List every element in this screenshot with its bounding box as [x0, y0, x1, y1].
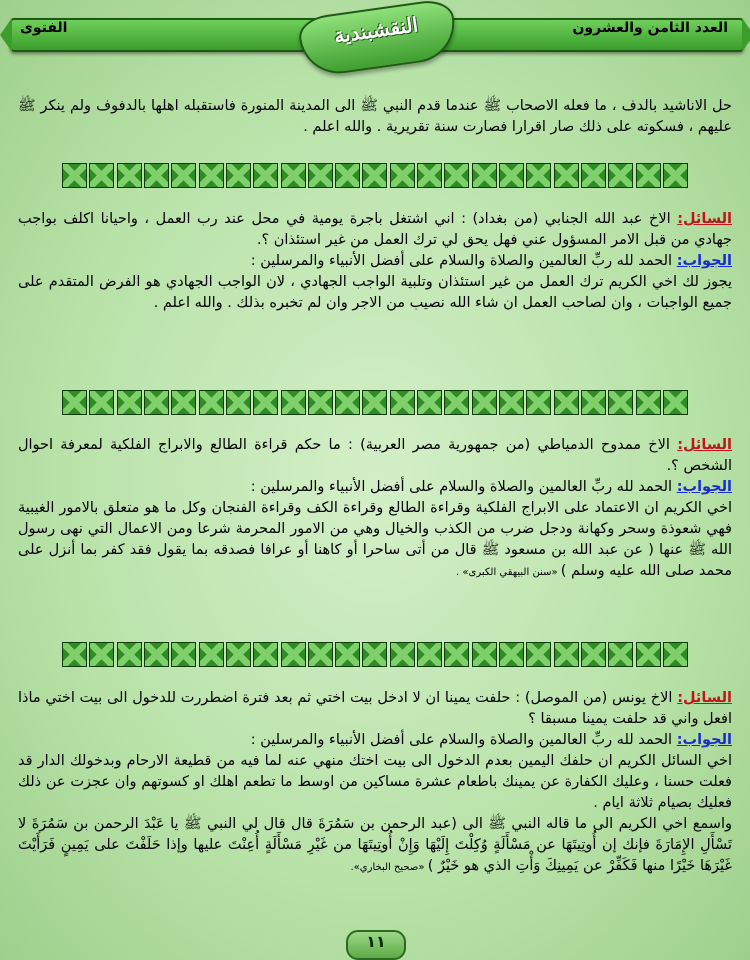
ornament-tile: [335, 163, 360, 188]
ornament-tile: [663, 642, 688, 667]
ornament-tile: [608, 390, 633, 415]
ornament-tile: [89, 642, 114, 667]
fatwa-3-hadith: [18, 814, 732, 878]
fatwa-1-answer: يجوز لك اخي الكريم ترك العمل من غير استئذان وتلبية الواجب الجهادي ، لان الواجب الجهادي هو الفرض المتقدم على جميع الواجبات ، وان لصاحب العمل ان شاء الله نصيب من الاجر وان لم تخبره بذلك . والله اعلم .: [18, 274, 732, 311]
ornament-tile: [499, 163, 524, 188]
ornament-tile: [444, 163, 469, 188]
ornament-tile: [226, 390, 251, 415]
ornament-tile: [554, 390, 579, 415]
ornament-tile: [472, 390, 497, 415]
banner-title: النقشبندية: [332, 12, 420, 48]
answer-label: الجواب:: [676, 253, 732, 269]
ornament-tile: [499, 390, 524, 415]
ornament-tile: [117, 163, 142, 188]
ornament-tile: [526, 163, 551, 188]
ornament-tile: [226, 163, 251, 188]
fatwa-2-answer: [18, 498, 732, 583]
ornament-tile: [362, 163, 387, 188]
ornament-tile: [554, 642, 579, 667]
ornament-tile: [89, 163, 114, 188]
ornament-tile: [144, 163, 169, 188]
ornament-tile: [253, 390, 278, 415]
ornament-tile: [199, 390, 224, 415]
page-number: ١١: [366, 932, 386, 951]
ornament-tile: [117, 390, 142, 415]
question-text: الاخ يونس (من الموصل) : حلفت يمينا ان لا ادخل بيت اختي ثم بعد فترة اضطررت للدخول الى بيت اختي ماذا افعل واني قد حلفت يمينا مسبقا ؟: [18, 690, 732, 727]
ornament-tile: [308, 163, 333, 188]
fatwa-1-question: [18, 209, 732, 251]
ornament-tile: [390, 163, 415, 188]
ornament-tile: [281, 642, 306, 667]
ornament-tile: [472, 163, 497, 188]
question-text: الاخ عبد الله الجنابي (من بغداد) : اني اشتغل باجرة يومية في محل عند رب العمل ، واحيانا اكلف بواجب جهادي من قبل الامر المسؤول عني فهل يحق لي ترك العمل من غير استئذان ؟.: [18, 211, 732, 248]
ornament-divider: [62, 390, 688, 416]
ornament-tile: [171, 163, 196, 188]
fatwa-3: [18, 688, 732, 878]
ornament-tile: [199, 642, 224, 667]
ornament-tile: [581, 642, 606, 667]
intro-paragraph: [18, 96, 732, 138]
ornament-tile: [308, 390, 333, 415]
ornament-tile: [636, 163, 661, 188]
praise-text: الحمد لله ربِّ العالمين والصلاة والسلام على أفضل الأنبياء والمرسلين :: [250, 479, 677, 495]
fatwa-1-praise: [18, 251, 732, 272]
ornament-tile: [335, 642, 360, 667]
fatwa-3-question: [18, 688, 732, 730]
answer-text: اخي الكريم ان الاعتماد على الابراج الفلكية وقراءة الطالع وقراءة الكف وقراءة الفنجان وكل ما هو متعلق بالامور الغيبية فهي شعوذة وسحر وكهانة ودجل ضرب من الكذب والخيال وهي من الامور المحرمة شرعا ومن الاعمال التي نهى رسول الله ﷺ عنها ( عن عبد الله بن مسعود ﷺ قال من أتى ساحرا أو كاهنا أو عرافا فصدقه بما يقول فقد كفر بما أنزل على محمد صلى الله عليه وسلم ): [18, 500, 732, 579]
fatwa-2: [18, 435, 732, 583]
ornament-tile: [636, 390, 661, 415]
ornament-tile: [499, 642, 524, 667]
ornament-tile: [663, 390, 688, 415]
source-citation: «سنن البيهقي الكبرى» .: [456, 567, 561, 578]
ornament-tile: [62, 163, 87, 188]
ornament-tile: [581, 390, 606, 415]
ornament-tile: [62, 390, 87, 415]
ornament-tile: [417, 642, 442, 667]
ornament-tile: [281, 390, 306, 415]
ornament-tile: [362, 390, 387, 415]
ornament-tile: [444, 390, 469, 415]
intro-text: حل الاناشيد بالدف ، ما فعله الاصحاب ﷺ عندما قدم النبي ﷺ الى المدينة المنورة فاستقبله اهلها بالدفوف ولم ينكر ﷺ عليهم ، فسكوته على ذلك صار اقرارا فصارت سنة تقريرية . والله اعلم .: [18, 98, 732, 135]
ornament-divider: [62, 642, 688, 668]
ornament-tile: [608, 163, 633, 188]
ornament-tile: [89, 390, 114, 415]
ornament-tile: [62, 642, 87, 667]
ornament-tile: [663, 163, 688, 188]
question-text: الاخ ممدوح الدمياطي (من جمهورية مصر العربية) : ما حكم قراءة الطالع والابراج الفلكية لمعرفة احوال الشخص ؟.: [18, 437, 732, 474]
fatwa-1: [18, 209, 732, 314]
question-label: السائل:: [677, 690, 732, 706]
ornament-tile: [444, 642, 469, 667]
fatwa-3-praise: [18, 730, 732, 751]
answer-label: الجواب:: [676, 479, 732, 495]
ornament-tile: [417, 163, 442, 188]
ornament-tile: [636, 642, 661, 667]
ornament-tile: [581, 163, 606, 188]
ornament-tile: [308, 642, 333, 667]
ornament-tile: [526, 642, 551, 667]
fatwa-2-praise: [18, 477, 732, 498]
fatwa-2-question: [18, 435, 732, 477]
ornament-tile: [554, 163, 579, 188]
ornament-tile: [362, 642, 387, 667]
ornament-tile: [199, 163, 224, 188]
question-label: السائل:: [677, 437, 732, 453]
ornament-tile: [226, 642, 251, 667]
ornament-tile: [608, 642, 633, 667]
ornament-tile: [144, 390, 169, 415]
ornament-tile: [281, 163, 306, 188]
ornament-tile: [472, 642, 497, 667]
answer-label: الجواب:: [676, 732, 732, 748]
question-label: السائل:: [677, 211, 732, 227]
ornament-tile: [526, 390, 551, 415]
hadith-text: واسمع اخي الكريم الى ما قاله النبي ﷺ الى (عبد الرحمن بن سَمُرَةَ قال قال لي النبي ﷺ يا عَبْدَ الرحمن بن سَمُرَةَ لا تَسْأَلِ الإِمَارَةَ فإنك إن أُوتِيتَهَا عن مَسْأَلَةٍ وُكِلْتَ إِلَيْهَا وَإِنْ أُوتِيتَهَا من غَيْرِ مَسْأَلَةٍ أُعِنْتَ عليها وإذا حَلَفْتَ على يَمِينٍ فَرَأَيْتَ غَيْرَهَا خَيْرًا منها فَكَفِّرْ عن يَمِينِكَ وَأْتِ الذي هو خَيْرٌ ): [18, 816, 732, 874]
ornament-tile: [390, 642, 415, 667]
source-citation: «صحيح البخاري».: [350, 862, 428, 873]
ornament-tile: [171, 642, 196, 667]
ornament-tile: [335, 390, 360, 415]
issue-label: العدد الثامن والعشرون: [572, 20, 728, 36]
ornament-tile: [171, 390, 196, 415]
ornament-divider: [62, 163, 688, 189]
ornament-tile: [117, 642, 142, 667]
ornament-tile: [253, 163, 278, 188]
ornament-tile: [390, 390, 415, 415]
fatwa-3-answer: اخي السائل الكريم ان حلفك اليمين بعدم الدخول الى بيت اختك منهي عنه لما فيه من قطيعة الارحام وبدخولك الدار قد فعلت حسنا ، وعليك الكفارة عن يمينك باطعام عشرة مساكين من اوسط ما تطعم اهلك او كسوتهم وان عجزت عن ذلك فعليك بصيام ثلاثة ايام .: [18, 753, 732, 811]
praise-text: الحمد لله ربِّ العالمين والصلاة والسلام على أفضل الأنبياء والمرسلين :: [250, 253, 677, 269]
ornament-tile: [253, 642, 278, 667]
praise-text: الحمد لله ربِّ العالمين والصلاة والسلام على أفضل الأنبياء والمرسلين :: [250, 732, 677, 748]
section-label: الفتوى: [20, 20, 68, 36]
ornament-tile: [417, 390, 442, 415]
ornament-tile: [144, 642, 169, 667]
